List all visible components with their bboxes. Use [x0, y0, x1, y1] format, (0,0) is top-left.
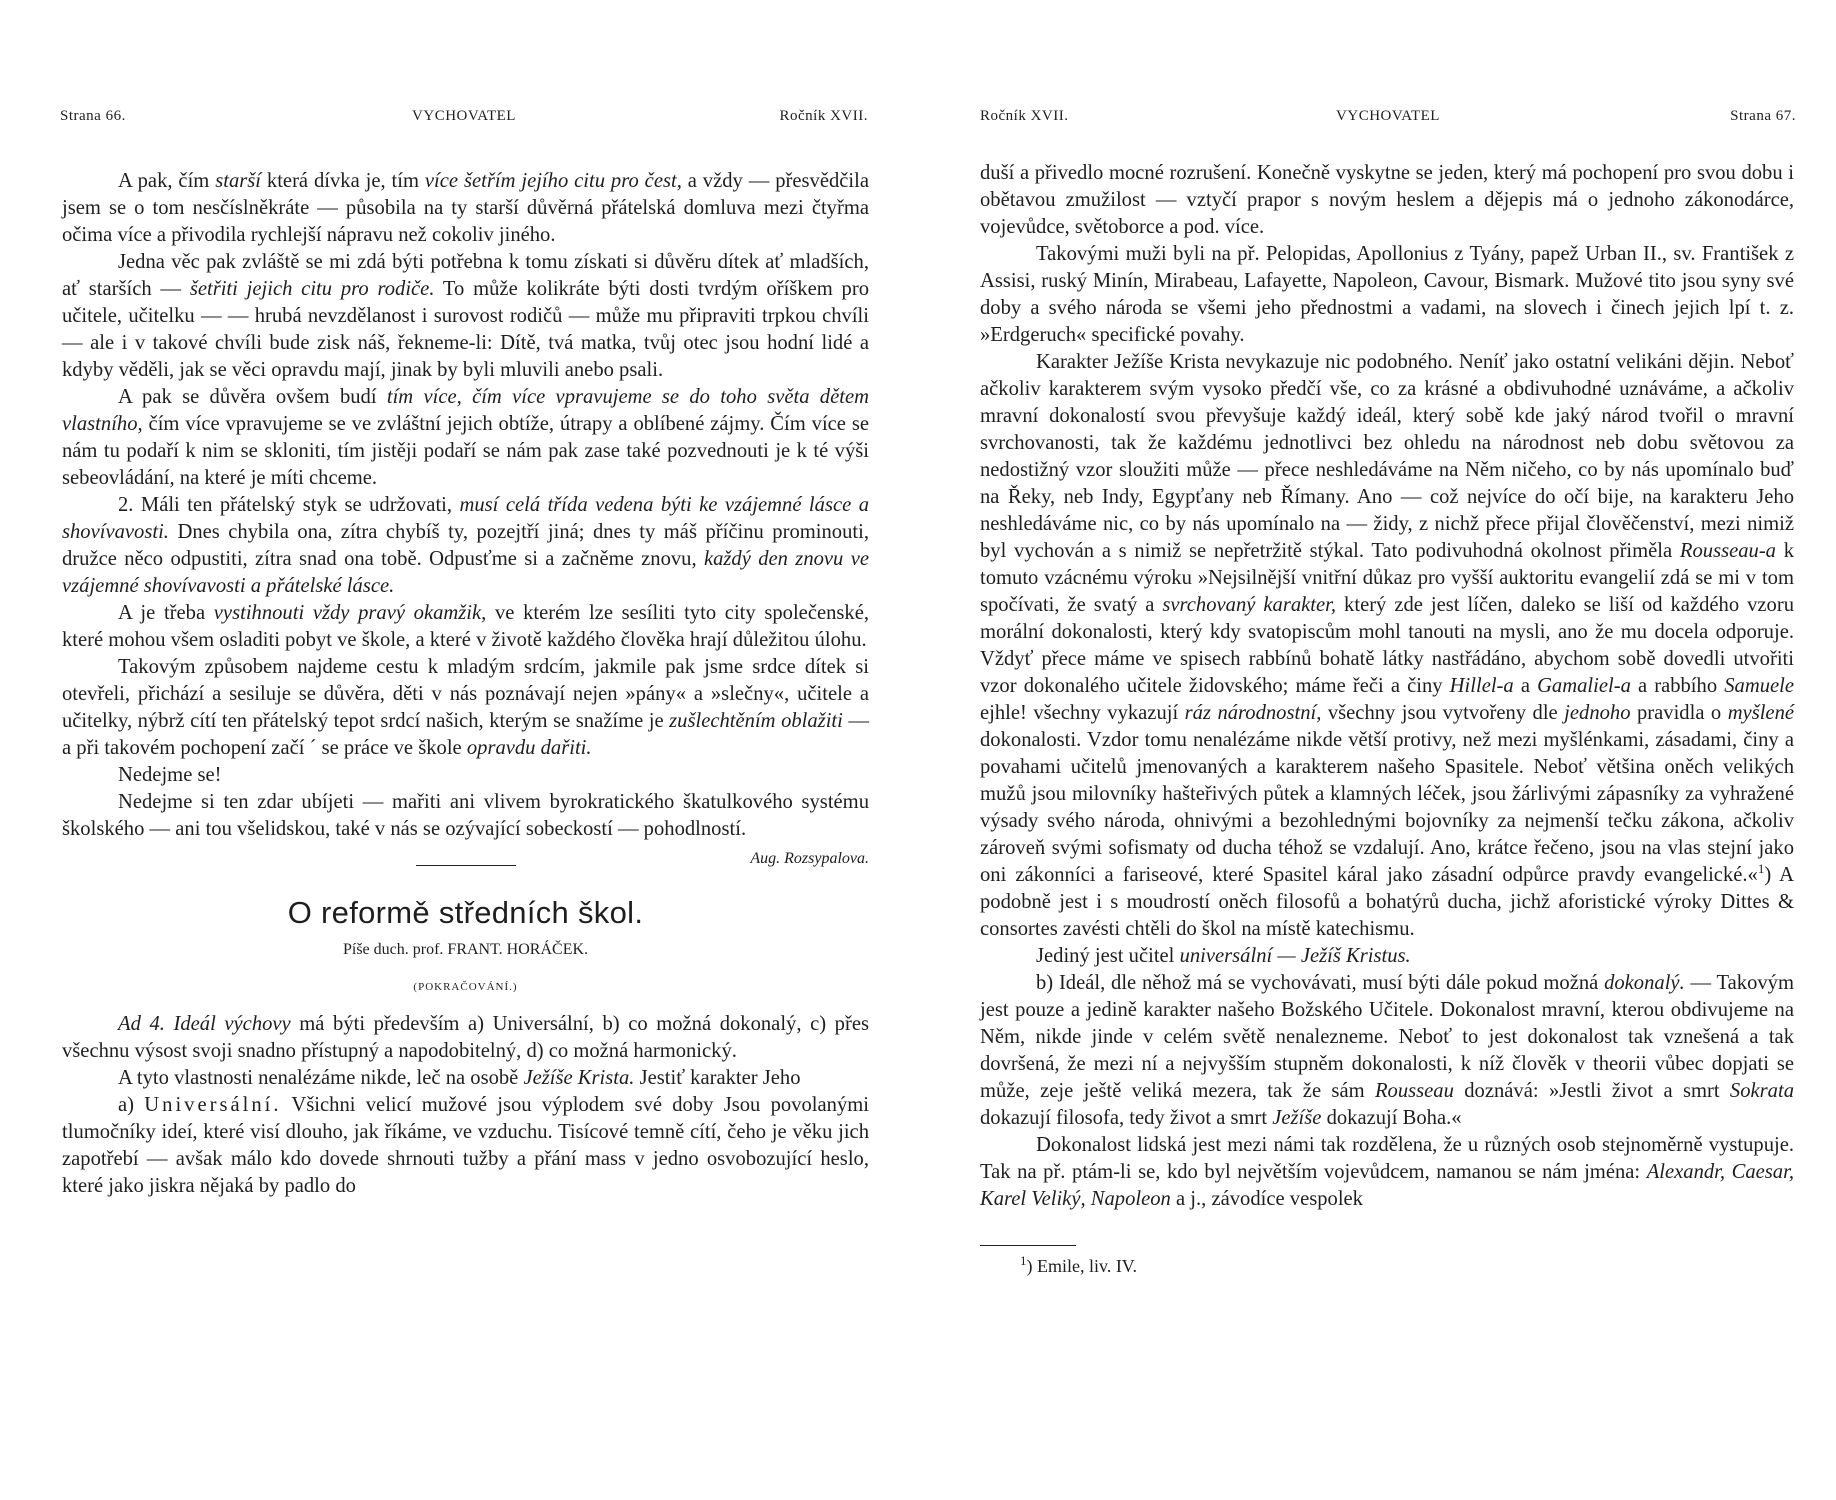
paragraph: b) Ideál, dle něhož má se vychovávati, musí býti dále pokud možná dokonalý. — Takovým jest pouze a jedině karakter našeho Božského Učitele. Dokonalost mravní, kterou obdivujeme na Něm, nikde jinde v celém světě nenalezneme. Neboť to jest dokonalost tak vznešená a tak dovršená, že mezi ní a nejvyšším stupněm dokonalosti, k níž člověk v theorii vůbec dopjati se může, zeje ještě veliká mezera, tak že sám Rousseau doznává: »Jestli život a smrt Sokrata dokazují filosofa, tedy život a smrt Ježíše dokazují Boha.«	[980, 972, 1794, 1129]
article-title: O reformě středních škol.	[287, 895, 644, 930]
paragraph: Nedejme se!	[118, 764, 222, 786]
paragraph: A je třeba vystihnouti vždy pravý okamžik, ve kterém lze sesíliti tyto city společenské, které mohou všem osladiti pobyt ve škole, a které v životě každého člověka hrají důležitou úlohu.	[62, 602, 870, 651]
footnote-divider	[980, 1245, 1076, 1246]
paragraph: Jedna věc pak zvláště se mi zdá býti potřebna k tomu získati si důvěru dítek ať mladších, ať starších — šetřiti jejich citu pro rodiče. To může kolikráte býti dosti tvrdým oříškem pro učitele, učitelku — — hrubá nevzdělanost i surovost rodičů — může mu připraviti trpkou chvíli — ale i v takové chvíli bude zisk náš, řekneme-li: Dítě, tvá matka, tvůj otec jsou hodní lidé a kdyby věděli, jak se věci opravdu mají, jinak by byli mluvili anebo psali.	[62, 251, 870, 381]
section-divider	[416, 865, 516, 866]
paragraph: Ad 4. Ideál výchovy má býti především a) Universální, b) co možná dokonalý, c) přes všechnu výsost svoji snadno přístupný a napodobitelný, d) co možná harmonický.	[62, 1013, 869, 1062]
paragraph: 2. Máli ten přátelský styk se udržovati, musí celá třída vedena býti ke vzájemné lásce a shovívavosti. Dnes chybila ona, zítra chybíš ty, pozejtří jiná; dnes ty máš příčinu prominouti, družce něco odpustiti, zítra snad ona tobě. Odpusťme si a začněme znovu, každý den znovu ve vzájemné shovívavosti a přátelské lásce.	[62, 494, 869, 597]
right-page-number: Strana 67.	[1730, 108, 1796, 124]
left-page-number: Strana 66.	[60, 108, 126, 124]
right-volume: Ročník XVII.	[980, 108, 1069, 124]
paragraph: a) Universální. Všichni velicí mužové jsou výplodem své doby Jsou povolanými tlumočníky ideí, které visí dlouho, jak říkáme, ve vzduchu. Tisícové temně cítí, čeho je věku jich zapotřebí — avšak málo kdo dovede shrnouti tužby a přání mass v jedno osvobozující heslo, které jako jiskra nějaká by padlo do	[62, 1094, 869, 1197]
paragraph: Nedejme si ten zdar ubíjeti — mařiti ani vlivem byrokratického škatulkového systému školského — ani tou všelidskou, také v nás se ozývající sobeckostí — pohodlností. Aug. Rozsypalova.	[62, 789, 869, 843]
left-volume: Ročník XVII.	[779, 108, 868, 124]
paragraph: Takovým způsobem najdeme cestu k mladým srdcím, jakmile pak jsme srdce dítek si otevřeli, přichází a sesiluje se důvěra, děti v nás poznávají nejen »pány« a »slečny«, učitele a učitelky, nýbrž cítí ten přátelský tepot srdcí našich, kterým se snažíme je zušlechtěním oblažiti — a při takovém pochopení začí ´ se práce ve škole opravdu dařiti.	[62, 656, 869, 759]
paragraph: Jediný jest učitel universální — Ježíš Kristus.	[1036, 945, 1411, 967]
footnote-reference[interactable]: 1	[1757, 861, 1765, 877]
author-signature: Aug. Rozsypalova.	[750, 850, 869, 867]
paragraph: Dokonalost lidská jest mezi námi tak rozdělena, že u různých osob stejnoměrně vystupuje. Tak na př. ptám-li se, kdo byl největším vojevůdcem, namanou se nám jména: Alexandr, Caesar, Karel Veliký, Napoleon a j., závodíce vespolek	[980, 1134, 1794, 1210]
article-byline: Píše duch. prof. FRANT. HORÁČEK.	[342, 941, 589, 958]
right-page	[918, 0, 1836, 1500]
footnote: $^1$) Emile, liv. IV.	[1020, 1253, 1137, 1276]
paragraph: Takovými muži byli na př. Pelopidas, Apollonius z Tyány, papež Urban II., sv. František z Assisi, ruský Minín, Mirabeau, Lafayette, Napoleon, Cavour, Bismark. Mužové tito jsou syny své doby a svého národa se všemi jeho přednostmi a vadami, na slovech i činech jejich lpí t. z. »Erdgeruch« specifické povahy.	[980, 243, 1794, 346]
continuation-note: (POKRAČOVÁNÍ.)	[413, 981, 518, 993]
left-column-text	[62, 168, 869, 1200]
paragraph: A tyto vlastnosti nenalézáme nikde, leč na osobě Ježíše Krista. Jestiť karakter Jeho	[118, 1067, 801, 1089]
paragraph: duší a přivedlo mocné rozrušení. Konečně vyskytne se jeden, který má pochopení pro svou dobu i obětavou zmužilost — vztyčí prapor s novým heslem a dějepis má o jednoho zákonodárce, vojevůdce, světoborce a pod. více.	[980, 162, 1794, 238]
paragraph: A pak se důvěra ovšem budí tím více, čím více vpravujeme se do toho světa dětem vlastního, čím více vpravujeme se ve zvláštní jejich obtíže, útrapy a oblíbené zájmy. Čím více se nám tu podaří k nim se skloniti, tím jistěji podaří se nám pak zase také pozvednouti je k té výši sebeovládání, na které je míti chceme.	[62, 386, 869, 489]
paragraph: Karakter Ježíše Krista nevykazuje nic podobného. Neníť jako ostatní velikáni dějin. Neboť ačkoliv karakterem svým vysoko předčí vše, co za krásné a obdivuhodné uznáváme, a ačkoliv mravní dokonalostí svou převyšuje každý ideál, který sobě kde jaký národ tvořil o mravní svrchovanosti, tak že každému jednotlivci bez ohledu na národnost neb dobu světovou za nedostižný vzor sloužiti může — přece neshledáváme na Něm ničeho, co by nás upomínalo buď na Řeky, neb Indy, Egypťany neb Římany. Ano — což nejvíce do očí bije, na karakteru Jeho neshledáváme nic, co by nás upomínalo na — židy, z nichž přece přijal člověčenství, mezi nimiž byl vychován a s nimiž se nepřetržitě stýkal. Tato podivuhodná okolnost přiměla Rousseau-a k tomuto vzácnému výroku »Nejsilnější vnitřní důkaz pro vyšší auktoritu evangelií zdá se mi v tom spočívati, že svatý a svrchovaný karakter, který zde jest líčen, daleko se liší od každého vzoru morální dokonalosti, který kdy svatopiscům mohl tanouti na mysli, ano že mu docela odporuje. Vždyť přece máme ve spisech rabbínů bohatě látky nastřádáno, abychom sobě dovedli utvořiti vzor dokonalého učitele židovského; máme řeči a činy Hillel-a a Gamaliel-a a rabbího Samuele ejhle! všechny vykazují ráz národnostní, všechny jsou vytvořeny dle jednoho pravidla o myšlené dokonalosti. Vzdor tomu nenalézáme nikde větší protivy, než mezi myšlénkami, zásadami, činy a povahami učitelů jmenovaných a karakterem našeho Spasitele. Neboť většina oněch velikých mužů jsou milovníky hašteřivých půtek a klamných léček, jsou žárlivými zápasníky za vyhražené výsady svého národa, ohnivými a bezohlednými bojovníky za nejmenší tečku zákona, ačkoliv zároveň svými sofismaty od ducha téhož se vzdalují. Ano, krátce řečeno, jsou na vlas stejní jako oni zákonníci a fariseové, které Spasitel káral jako zásadní odpůrce pravdy evangelické.«$^1$) A podobně jest i s moudrostí oněch filosofů a bohatýrů ducha, jichž aforistické výroky Dittes & consortes zavésti chtěli do škol na místě katechismu.	[980, 351, 1795, 940]
right-journal-title: VYCHOVATEL	[1336, 108, 1440, 124]
paragraph: A pak, čím starší která dívka je, tím více šetřím jejího citu pro čest, a vždy — přesvědčila jsem se o tom nesčíslněkráte — působila na ty starší důvěrná přátelská domluva mezi čtyřma očima více a přivodila rychlejší nápravu než cokoliv jiného.	[62, 170, 870, 246]
left-journal-title: VYCHOVATEL	[412, 108, 516, 124]
right-column-text	[980, 160, 1794, 1278]
